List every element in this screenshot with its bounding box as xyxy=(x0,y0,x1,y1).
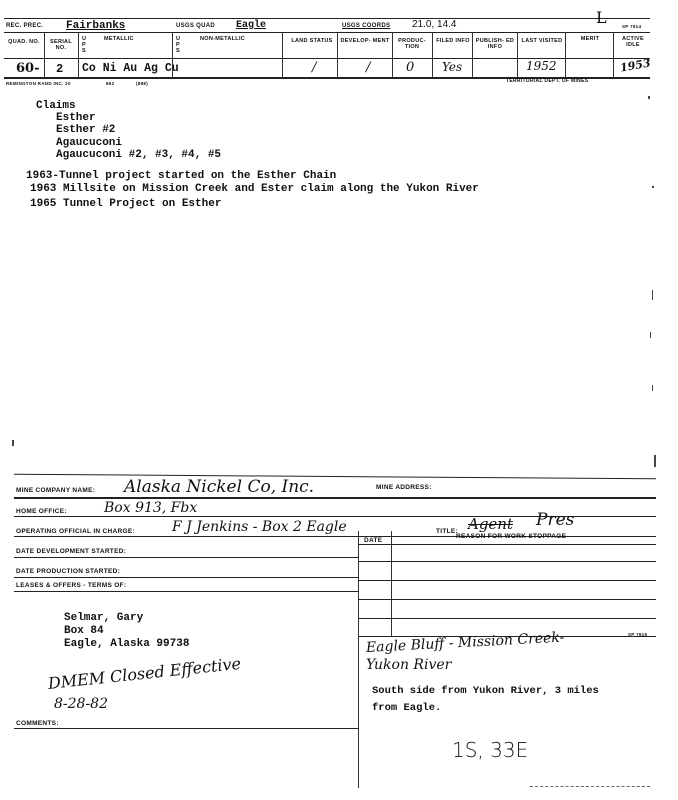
claim-item: Agaucuconi xyxy=(56,137,123,149)
date-prod-started-label: DATE PRODUCTION STARTED: xyxy=(16,568,121,575)
col-label-ups-2: U P S xyxy=(176,36,181,54)
col-label-last-visited: LAST VISITED xyxy=(521,38,563,44)
home-office-value: Box 913, Fbx xyxy=(104,500,198,516)
col-divider xyxy=(517,32,518,77)
col-divider xyxy=(613,32,614,77)
lessee-box: Box 84 xyxy=(64,625,104,637)
printer-code: 862 xyxy=(106,81,115,86)
scan-noise xyxy=(530,786,650,787)
scan-speck xyxy=(652,290,653,300)
usgs-coords-value: 21.0, 14.4 xyxy=(412,19,457,30)
comments-label: COMMENTS: xyxy=(16,720,59,727)
history-entry: 1963-Tunnel project started on the Esther Chain xyxy=(26,170,337,182)
mine-company-label: MINE COMPANY NAME: xyxy=(16,487,96,494)
home-office-label: HOME OFFICE: xyxy=(16,508,67,515)
header-mid-rule xyxy=(4,32,650,33)
usgs-dist-value: Eagle xyxy=(236,20,267,31)
bottom-top-rule xyxy=(14,474,656,479)
claim-item: Agaucuconi #2, #3, #4, #5 xyxy=(56,149,222,161)
col-divider xyxy=(565,32,566,77)
scan-speck xyxy=(648,96,650,99)
usgs-dist-label: USGS QUAD xyxy=(176,23,216,29)
right-panel-divider xyxy=(358,531,359,788)
col-label-nonmetallic: NON-METALLIC xyxy=(200,36,246,42)
closed-effective-note: DMEM Closed Effective xyxy=(47,653,242,693)
stoppage-row-rule xyxy=(358,544,656,545)
production-value: 0 xyxy=(406,60,415,75)
col-label-ups: U P S xyxy=(82,36,87,54)
corner-mark: L xyxy=(596,8,607,27)
col-label-production: PRODUC- TION xyxy=(398,38,426,50)
metallic-value: Co Ni Au Ag Cu xyxy=(82,62,179,75)
township-range: 1S, 33E xyxy=(452,738,529,762)
col-label-land-status: LAND STATUS xyxy=(291,38,333,44)
last-visited-value: 1952 xyxy=(526,59,557,73)
date-column-header: DATE xyxy=(364,537,383,544)
col-divider xyxy=(282,32,283,77)
claim-item: Esther xyxy=(56,112,96,124)
col-divider xyxy=(337,32,338,77)
claim-item: Esther #2 xyxy=(56,124,116,136)
lessee-city: Eagle, Alaska 99738 xyxy=(64,638,190,650)
date-dev-started-label: DATE DEVELOPMENT STARTED: xyxy=(16,548,127,555)
filed-info-value: Yes xyxy=(442,60,463,74)
col-divider xyxy=(392,32,393,77)
land-status-value: / xyxy=(312,60,317,75)
operating-official-label: OPERATING OFFICIAL IN CHARGE: xyxy=(16,528,135,535)
claims-heading: Claims xyxy=(36,100,76,112)
development-value: / xyxy=(366,60,371,75)
leases-rule xyxy=(14,591,358,592)
col-label-development: DEVELOP- MENT xyxy=(340,38,390,44)
printer-imprint: REMINGTON RAND INC. 20 xyxy=(6,81,71,86)
date-column-divider xyxy=(391,531,392,637)
scan-speck xyxy=(652,186,654,188)
date-dev-rule xyxy=(14,557,358,558)
col-divider xyxy=(472,32,473,77)
col-label-serial-no: SERIAL NO. xyxy=(50,39,72,51)
stoppage-row-rule xyxy=(358,618,656,619)
scan-speck xyxy=(650,332,651,338)
leases-offers-label: LEASES & OFFERS - TERMS OF: xyxy=(16,582,127,589)
col-divider xyxy=(78,32,79,77)
history-entry: 1963 Millsite on Mission Creek and Ester claim along the Yukon River xyxy=(30,183,479,195)
history-entry: 1965 Tunnel Project on Esther xyxy=(30,198,222,210)
operating-official-value: F J Jenkins - Box 2 Eagle xyxy=(172,519,347,535)
col-label-quad-no: QUAD. NO. xyxy=(8,39,40,45)
stoppage-row-rule xyxy=(358,561,656,562)
scan-speck xyxy=(12,440,14,446)
form-number-bottom: SP 7915 xyxy=(628,632,648,637)
col-label-filed-info: FILED INFO xyxy=(436,38,470,44)
company-rule xyxy=(14,497,656,499)
title-label: TITLE: xyxy=(436,528,459,535)
col-label-active-idle: ACTIVE IDLE xyxy=(622,36,644,48)
stoppage-row-rule xyxy=(358,580,656,581)
col-divider xyxy=(432,32,433,77)
col-label-metallic: METALLIC xyxy=(104,36,134,42)
stoppage-row-rule xyxy=(358,599,656,600)
form-number-top: SP 7914 xyxy=(622,24,642,29)
title-value: Pres xyxy=(536,510,575,530)
territorial-dept-label: TERRITORIAL DEPT. OF MINES xyxy=(506,78,589,84)
scan-speck xyxy=(654,455,656,467)
usgs-coords-label: USGS COORDS xyxy=(342,23,391,29)
mine-address-label: MINE ADDRESS: xyxy=(376,484,432,491)
date-prod-rule xyxy=(14,577,358,578)
serial-no-value: 2 xyxy=(56,62,64,76)
scan-speck xyxy=(652,385,653,391)
rec-prec-value: Fairbanks xyxy=(66,20,126,32)
location-handwritten-1: Eagle Bluff - Mission Creek- xyxy=(365,629,565,656)
col-label-merit: MERIT xyxy=(580,36,600,42)
lessee-name: Selmar, Gary xyxy=(64,612,144,624)
comments-rule xyxy=(14,728,358,729)
col-label-published-info: PUBLISH- ED INFO xyxy=(475,38,515,50)
header-top-rule xyxy=(4,18,650,19)
mine-company-value: Alaska Nickel Co, Inc. xyxy=(124,477,315,497)
quad-no-value: 60- xyxy=(16,61,40,76)
active-idle-value: 1953 xyxy=(619,56,652,75)
printer-code-2: (888) xyxy=(136,81,149,86)
col-divider xyxy=(44,32,45,77)
title-crossed-out: Agent xyxy=(468,515,513,533)
closed-date: 8-28-82 xyxy=(54,696,108,712)
reason-column-header: REASON FOR WORK STOPPAGE xyxy=(456,533,567,540)
location-typed-1: South side from Yukon River, 3 miles xyxy=(372,685,599,697)
location-handwritten-2: Yukon River xyxy=(366,657,452,673)
rec-prec-label: REC. PREC. xyxy=(6,23,44,29)
location-typed-2: from Eagle. xyxy=(372,702,442,714)
